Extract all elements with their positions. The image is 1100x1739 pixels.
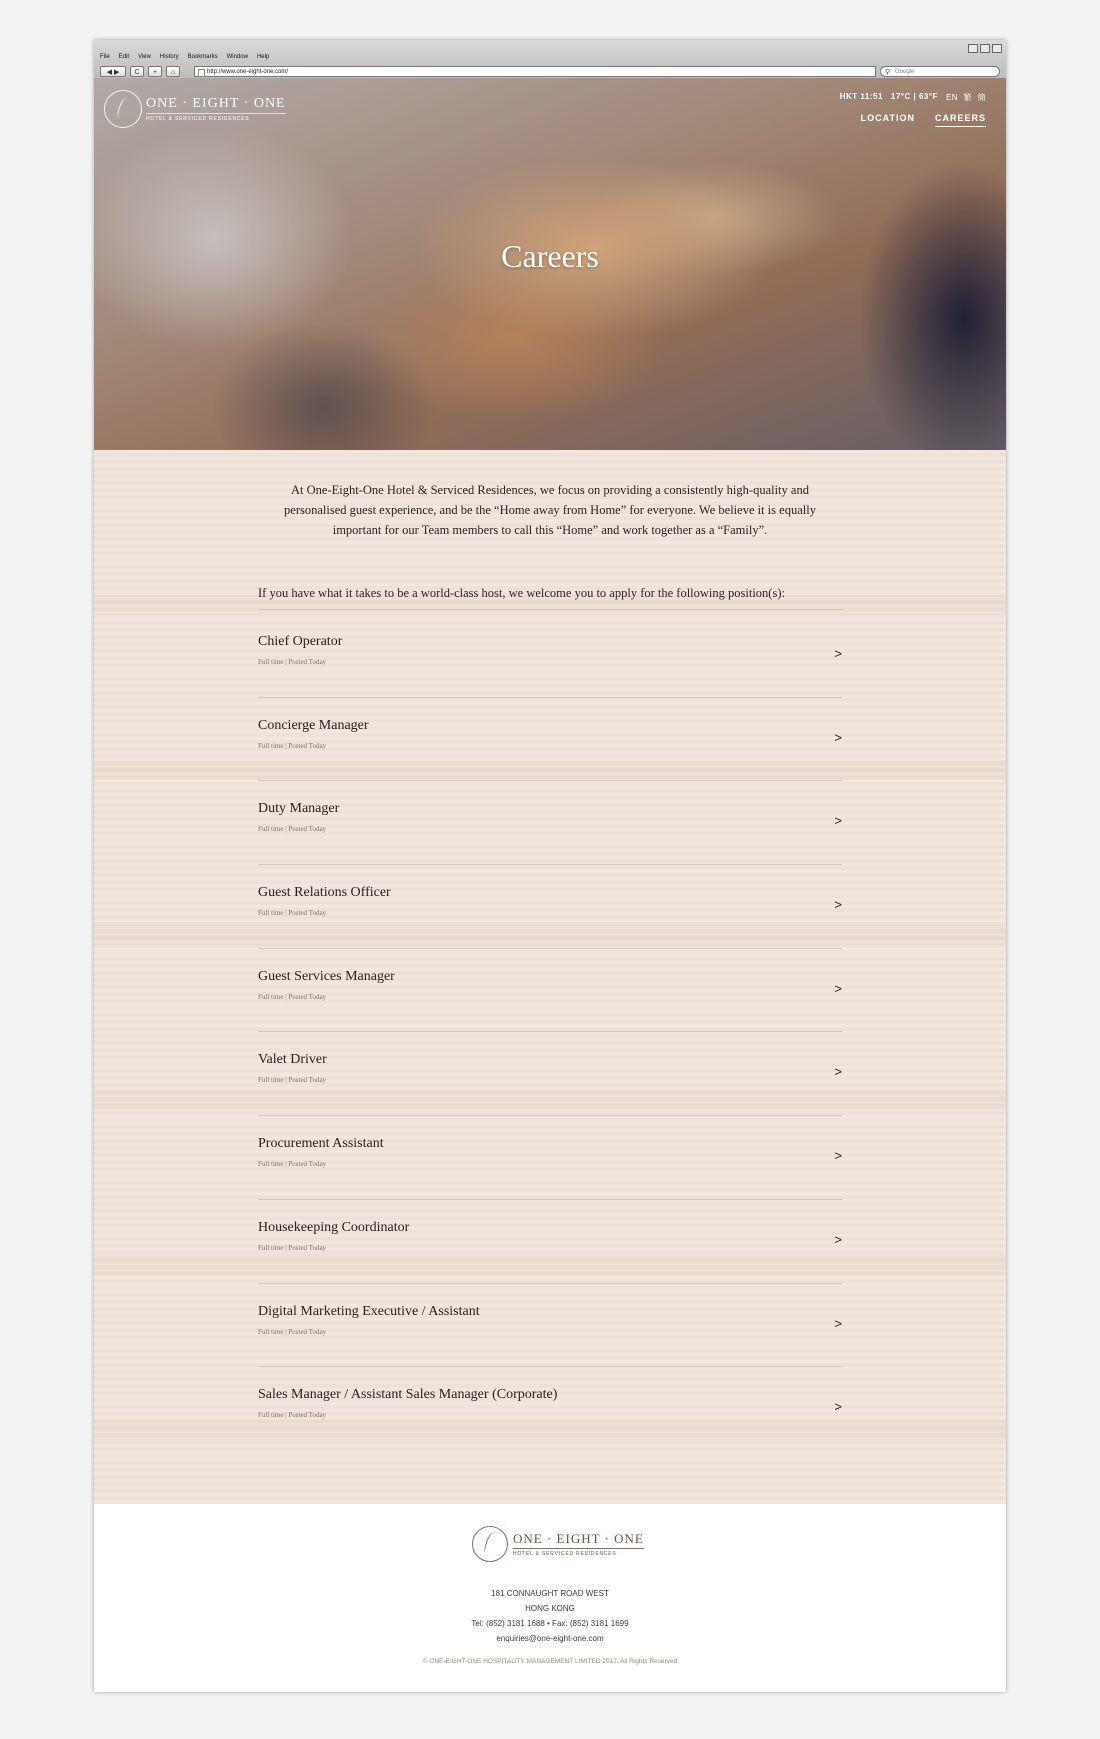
job-title: Guest Services Manager [258, 968, 395, 984]
job-item-guest-relations-officer[interactable] [258, 865, 842, 949]
job-title: Concierge Manager [258, 717, 369, 733]
search-input[interactable] [880, 66, 1000, 77]
menu-bookmarks[interactable]: Bookmarks [187, 54, 218, 60]
chevron-right-icon[interactable]: > [834, 813, 842, 829]
footer-logo[interactable] [472, 1526, 644, 1562]
job-item-housekeeping-coordinator[interactable] [258, 1200, 842, 1284]
window-controls [968, 44, 1002, 53]
site-logo[interactable] [104, 90, 286, 128]
lang-tc[interactable]: 繁 [963, 93, 973, 102]
temperature [891, 92, 938, 103]
job-meta: Full time | Posted Today [258, 1243, 327, 1252]
close-button[interactable] [992, 44, 1002, 53]
language-switcher [946, 92, 986, 103]
menu-history[interactable]: History [159, 54, 179, 60]
job-meta: Full time | Posted Today [258, 1160, 327, 1169]
page-title: Careers [501, 238, 599, 274]
chevron-right-icon[interactable]: > [834, 1148, 842, 1164]
menu-help[interactable]: Help [256, 54, 270, 60]
home-button[interactable]: ⌂ [166, 66, 180, 77]
logo-emblem-icon [472, 1526, 508, 1562]
browser-chrome [94, 40, 1006, 79]
browser-nav-buttons [100, 66, 180, 77]
job-title: Guest Relations Officer [258, 885, 391, 901]
job-title: Valet Driver [258, 1052, 327, 1068]
menu-edit[interactable]: Edit [118, 54, 130, 60]
temp-fahrenheit: 63°F [918, 92, 938, 101]
job-item-guest-services-manager[interactable] [258, 949, 842, 1033]
logo-title: ONE · EIGHT · ONE [146, 96, 286, 111]
maximize-button[interactable] [980, 44, 990, 53]
job-item-valet-driver[interactable] [258, 1032, 842, 1116]
job-meta: Full time | Posted Today [258, 741, 327, 750]
job-item-sales-manager[interactable] [258, 1367, 842, 1450]
minimize-button[interactable] [968, 44, 978, 53]
job-meta: Full time | Posted Today [258, 992, 327, 1001]
job-meta: Full time | Posted Today [258, 1411, 327, 1420]
search-icon: ⚲ [885, 69, 891, 76]
chevron-right-icon[interactable]: > [834, 897, 842, 913]
chevron-right-icon[interactable]: > [834, 646, 842, 661]
page-icon [198, 69, 205, 77]
positions-lead: If you have what it takes to be a world-class host, we welcome you to apply for the following position(s): [258, 586, 842, 610]
footer-wordmark [513, 1531, 644, 1557]
back-icon[interactable]: ◀ [106, 69, 113, 76]
temp-celsius: 17°C [890, 92, 911, 101]
chevron-right-icon[interactable]: > [834, 1231, 842, 1247]
hero-banner [94, 78, 1006, 450]
chevron-right-icon[interactable]: > [834, 1399, 842, 1415]
job-item-concierge-manager[interactable] [258, 698, 842, 782]
address-bar[interactable] [194, 66, 876, 77]
menu-window[interactable]: Window [226, 54, 248, 60]
copyright: © ONE-EIGHT-ONE HOSPITALITY MANAGEMENT LIMITED 2017. All Rights Reserved [422, 1658, 678, 1665]
reload-button[interactable]: C [130, 66, 144, 77]
job-item-procurement-assistant[interactable] [258, 1116, 842, 1200]
new-tab-button[interactable]: + [148, 66, 162, 77]
footer-logo-subtitle: HOTEL & SERVICED RESIDENCES [513, 1548, 644, 1557]
address-line-2: HONG KONG [525, 1604, 575, 1613]
email-link[interactable]: enquiries@one-eight-one.com [496, 1634, 604, 1643]
nav-location[interactable]: LOCATION [860, 113, 915, 123]
job-meta: Full time | Posted Today [258, 909, 327, 918]
job-meta: Full time | Posted Today [258, 1327, 327, 1336]
browser-menubar [100, 54, 269, 60]
logo-wordmark [146, 96, 286, 122]
lang-sc[interactable]: 簡 [977, 93, 986, 102]
browser-window [94, 40, 1006, 1692]
job-title: Duty Manager [258, 801, 340, 817]
site-footer [94, 1504, 1006, 1692]
job-title: Chief Operator [258, 634, 343, 649]
contact-numbers: Tel: (852) 3181 1688 • Fax: (852) 3181 1699 [471, 1619, 629, 1628]
search-placeholder: Google [895, 69, 915, 75]
chevron-right-icon[interactable]: > [834, 729, 842, 745]
careers-content [94, 450, 1006, 1504]
temp-separator: | [913, 92, 917, 101]
logo-emblem-icon [104, 90, 142, 128]
chevron-right-icon[interactable]: > [834, 980, 842, 996]
intro-paragraph: At One-Eight-One Hotel & Serviced Residences, we focus on providing a consistently high-quality and personalised guest experience, and be the “Home away from Home” for everyone. We believe it is equally important for our Team members to call this “Home” and work together as a “Family”. [284, 483, 816, 537]
local-time: HKT 11:51 [839, 92, 883, 101]
lang-en[interactable]: EN [945, 93, 959, 102]
logo-subtitle: HOTEL & SERVICED RESIDENCES [146, 113, 286, 122]
main-nav [861, 113, 986, 127]
job-meta: Full time | Posted Today [258, 658, 327, 666]
job-title: Sales Manager / Assistant Sales Manager (Corporate) [258, 1387, 558, 1403]
footer-logo-title: ONE · EIGHT · ONE [513, 1531, 644, 1546]
url-text: http://www.one-eight-one.com/ [207, 69, 289, 75]
nav-careers[interactable]: CAREERS [935, 113, 986, 127]
chevron-right-icon[interactable]: > [834, 1064, 842, 1080]
job-item-digital-marketing[interactable] [258, 1284, 842, 1368]
job-title: Digital Marketing Executive / Assistant [258, 1303, 480, 1319]
header-info [840, 92, 986, 103]
footer-address [94, 1586, 1006, 1646]
job-title: Procurement Assistant [258, 1136, 384, 1152]
back-forward-button[interactable] [100, 66, 126, 77]
menu-view[interactable]: View [138, 54, 151, 60]
job-title: Housekeeping Coordinator [258, 1219, 410, 1235]
job-meta: Full time | Posted Today [258, 1076, 327, 1085]
forward-icon[interactable]: ▶ [113, 69, 120, 76]
menu-file[interactable]: File [100, 54, 110, 60]
job-item-chief-operator[interactable] [258, 614, 842, 698]
job-item-duty-manager[interactable] [258, 781, 842, 865]
job-meta: Full time | Posted Today [258, 825, 327, 834]
address-line-1: 181 CONNAUGHT ROAD WEST [491, 1589, 609, 1598]
chevron-right-icon[interactable]: > [834, 1315, 842, 1331]
job-list [258, 614, 842, 1450]
